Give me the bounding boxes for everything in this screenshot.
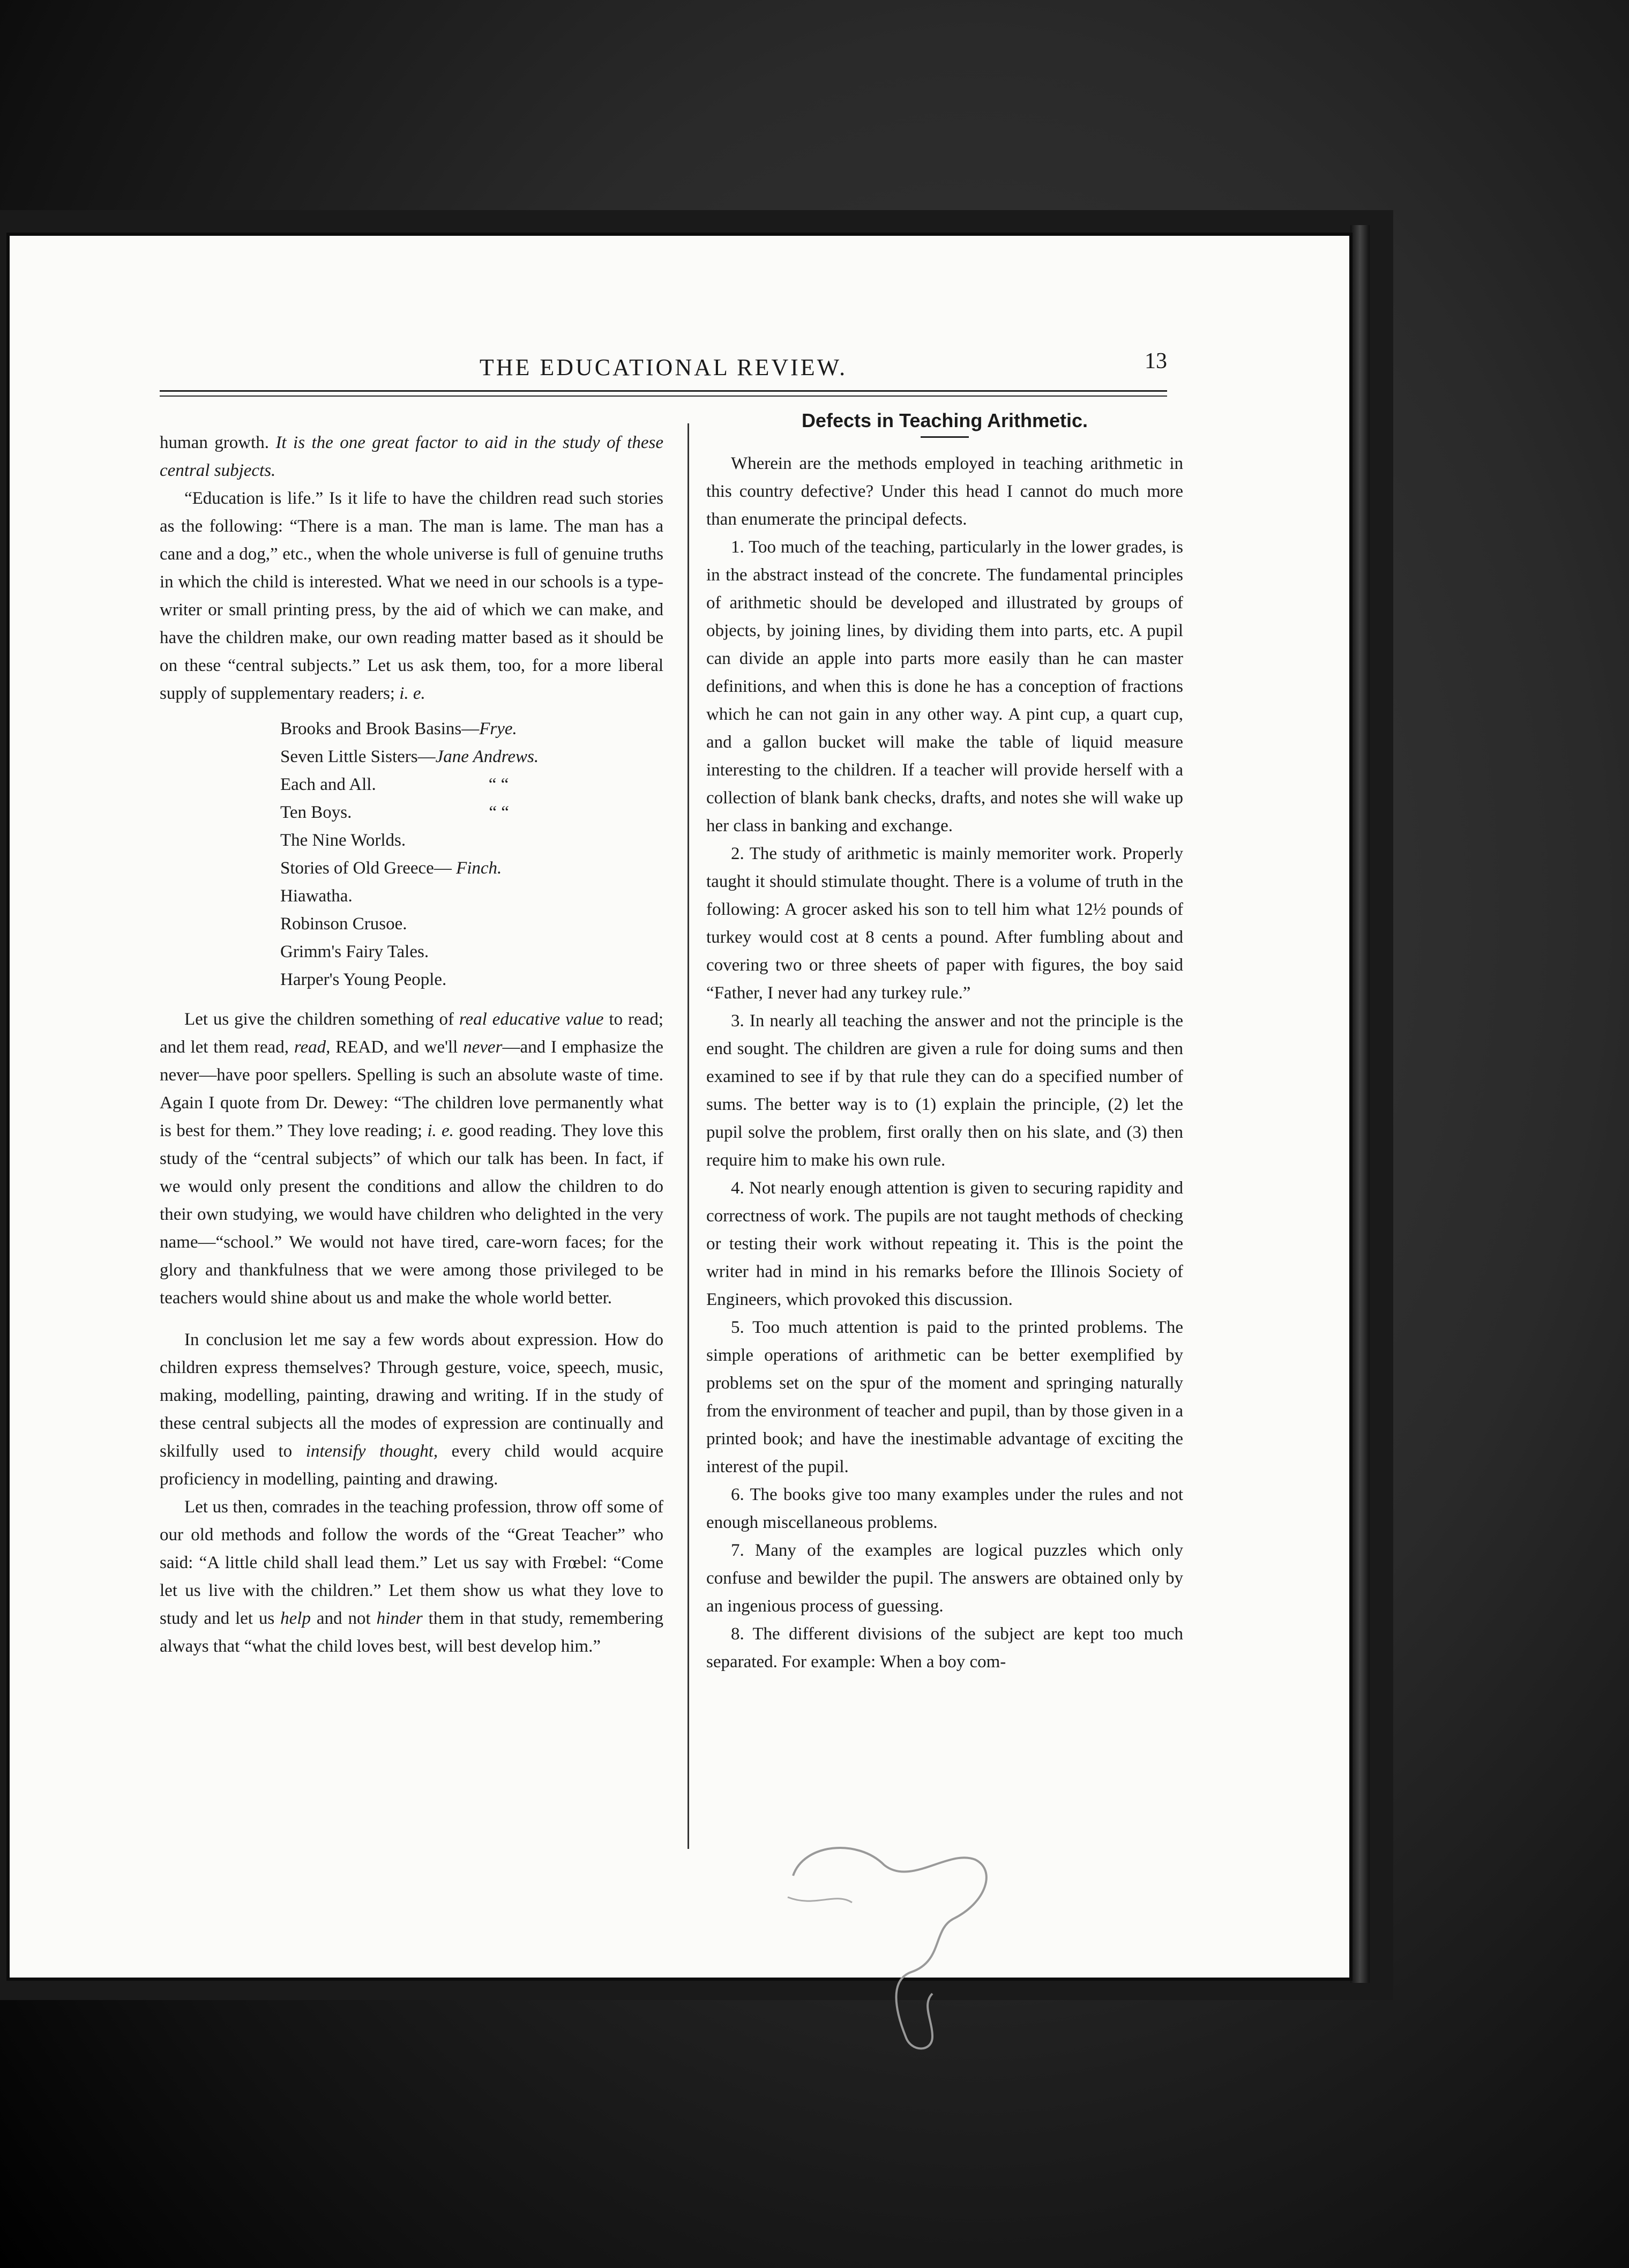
header-rule-secondary (160, 396, 1167, 397)
small-caps-text: READ, (335, 1038, 388, 1057)
list-item (280, 882, 663, 910)
list-item (280, 743, 663, 771)
paragraph (160, 429, 663, 484)
defect-item: 5. Too much attention is paid to the printed problems. The simple operations of arithmetic can be better exemplified by problems set on the spur of the moment and springing naturally from the environment of teacher and pupil, than by those given in a printed book; and have the inestimable advantage of exciting the interest of the pupil. (706, 1318, 1183, 1476)
list-item (280, 938, 663, 966)
article-heading: Defects in Teaching Arithmetic. (801, 409, 1088, 431)
italic-text: hinder (376, 1609, 423, 1628)
list-item (280, 910, 663, 938)
italic-text: intensify thought, (305, 1442, 438, 1461)
page-number: 13 (1145, 349, 1167, 374)
text-run: human growth. (160, 433, 269, 452)
dash: — (417, 747, 436, 766)
paragraph (160, 1326, 663, 1493)
heading-rule (921, 436, 969, 438)
ditto-marks: “ “ (489, 803, 509, 822)
ditto-marks: “ “ (488, 775, 509, 794)
list-item (280, 715, 663, 743)
paragraph (160, 484, 663, 707)
dash: — (434, 859, 452, 878)
reader-title: Stories of Old Greece (280, 859, 434, 878)
reader-author: Jane Andrews. (435, 747, 539, 766)
reader-title: Seven Little Sisters (280, 747, 418, 766)
pencil-doodle (772, 1833, 1050, 2058)
reader-title: The Nine Worlds. (280, 831, 406, 850)
intro-paragraph: Wherein are the methods employed in teaching arithmetic in this country defective? Under this head I cannot do much more than enumerate the principal defects. (706, 454, 1183, 529)
book-binding-edge (1350, 225, 1370, 1983)
defect-item: 1. Too much of the teaching, particularly in the lower grades, is in the abstract instead of the concrete. The fundamental principles of arithmetic should be developed and illustrated by groups of objects, by joining lines, by dividing them into parts, etc. A pupil can divide an apple into parts more easily than he can master definitions, and when this is done he has a conception of fractions which he can not gain in any other way. A pint cup, a quart cup, and a gallon bucket will make the table of liquid measure interesting to the children. If a teacher will provide herself with a collection of blank bank checks, drafts, and notes she will wake up her class in banking and exchange. (706, 538, 1183, 835)
reader-title: Ten Boys. (280, 803, 352, 822)
text-run: them in that study, remembering always that “what the child loves best, will best develop him.” (160, 1609, 664, 1656)
text-run: good reading. They love this study of the “central subjects” of which our talk has been. In fact, if we would only present the conditions and allow the children to do their own studying, we would have children who delighted in the very name—“school.” We would not have tired, care-worn faces; for the glory and thankfulness that we were among those privileged to be teachers would shine about us and make the whole world better. (160, 1121, 664, 1308)
italic-text: help (280, 1609, 311, 1628)
list-item (280, 799, 663, 826)
italic-text: never (463, 1038, 503, 1057)
defect-item: 8. The different divisions of the subject are kept too much separated. For example: When a boy com- (706, 1624, 1183, 1672)
defect-item: 4. Not nearly enough attention is given to securing rapidity and correctness of work. The pupils are not taught methods of checking or testing their work without repeating it. This is the point the writer had in mind in his remarks before the Illinois Society of Engineers, which provoked this discussion. (706, 1178, 1183, 1309)
defect-item: 7. Many of the examples are logical puzzles which only confuse and bewilder the pupil. The answers are obtained only by an ingenious process of guessing. (706, 1541, 1183, 1616)
header-rule (160, 390, 1167, 392)
reader-author: Finch. (456, 859, 502, 878)
reader-author: Frye. (479, 719, 517, 738)
reader-title: Each and All. (280, 775, 376, 794)
italic-text: It is the one great factor to aid in the study of these central subjects. (160, 433, 664, 480)
reader-title: Brooks and Brook Basins (280, 719, 462, 738)
defect-item: 2. The study of arithmetic is mainly memoriter work. Properly taught it should stimulate thought. There is a volume of truth in the following: A grocer asked his son to tell him what 12½ pounds of turkey would cost at 8 cents a pound. After fumbling about and covering two or three sheets of paper with figures, the boy said “Father, I never had any turkey rule.” (706, 844, 1183, 1003)
text-run: Let us give the children something of (184, 1010, 454, 1029)
list-item (280, 771, 663, 799)
defect-item: 6. The books give too many examples under the rules and not enough miscellaneous problems. (706, 1485, 1183, 1532)
text-run: and we'll (393, 1038, 458, 1057)
italic-text: i. e. (399, 684, 425, 703)
text-run: Let us then, comrades in the teaching profession, throw off some of our old methods and follow the words of the “Great Teacher” who said: “A little child shall lead them.” Let us say with Frœbel: “Come let us live with the children.” Let them show us what they love to study and let us (160, 1497, 663, 1628)
text-run: —and I emphasize the never—have poor spellers. Spelling is such an absolute waste of time. Again I quote from Dr. Dewey: “The children love permanently what is best for them.” They love reading; (160, 1038, 664, 1140)
right-column (706, 407, 1183, 1676)
page-header (160, 349, 1167, 386)
text-run: and not (316, 1609, 371, 1628)
supplementary-readers-list (280, 715, 663, 994)
text-run: “Education is life.” Is it life to have the children read such stories as the following: “There is a man. The man is lame. The man has a cane and a dog,” etc., when the whole universe is full of genuine truths in which the child is interested. What we need in our schools is a type-writer or small printing press, by the aid of which we can make, and have the children make, our own reading matter based as it should be on these “central subjects.” Let us ask them, too, for a more liberal supply of supplementary readers; (160, 489, 663, 703)
list-item (280, 854, 663, 882)
italic-text: i. e. (427, 1121, 454, 1140)
italic-text: read, (294, 1038, 331, 1057)
column-divider (688, 423, 689, 1849)
dash: — (461, 719, 480, 738)
defect-item: 3. In nearly all teaching the answer and not the principle is the end sought. The children are given a rule for doing sums and then examined to see if by that rule they can do a specified number of sums. The better way is to (1) explain the principle, (2) let the pupil solve the problem, first orally then on his slate, and (3) then require him to make his own rule. (706, 1011, 1183, 1170)
list-item (280, 966, 663, 994)
reader-title: Harper's Young People. (280, 970, 447, 989)
reader-title: Robinson Crusoe. (280, 914, 407, 934)
list-item (280, 826, 663, 854)
paragraph (160, 1005, 663, 1312)
running-title: THE EDUCATIONAL REVIEW. (479, 354, 848, 381)
text-run: every child would acquire proficiency in modelling, painting and drawing. (160, 1442, 664, 1489)
paragraph (160, 1493, 663, 1660)
text-run: In conclusion let me say a few words about expression. How do children express themselves? Through gesture, voice, speech, music, making, modelling, painting, drawing and writing. If in the study of these central subjects all the modes of expression are continually and skilfully used to (160, 1330, 663, 1461)
left-column (160, 429, 663, 1660)
text-run: to read; and let them read, (160, 1010, 664, 1057)
italic-text: real educative value (459, 1010, 604, 1029)
reader-title: Hiawatha. (280, 886, 353, 906)
reader-title: Grimm's Fairy Tales. (280, 942, 429, 961)
